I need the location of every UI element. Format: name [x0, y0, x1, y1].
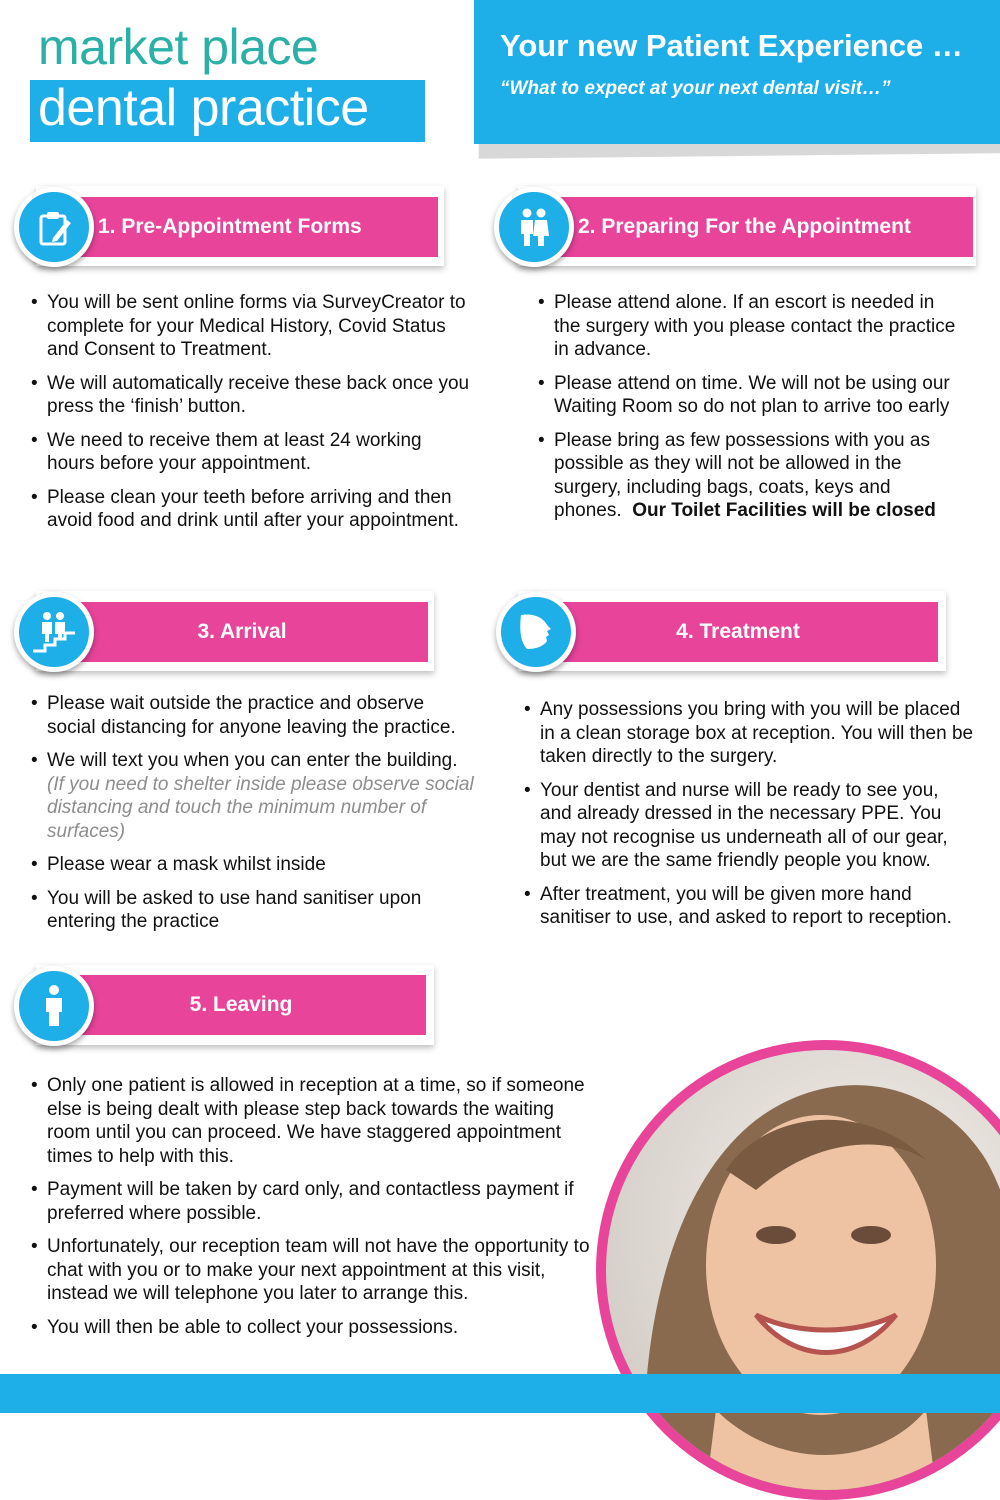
list-item-text: Please bring as few possessions with you as possible as they will not be allowed in the surgery, including bags, coats, keys and phones.	[554, 429, 930, 521]
face-profile-icon	[496, 592, 576, 672]
logo-line-1: market place	[38, 19, 319, 75]
section-2-header	[518, 197, 973, 257]
section-3-list	[31, 692, 476, 944]
section-1-title: 1. Pre-Appointment Forms	[98, 215, 362, 238]
shelter-note: (If you need to shelter inside please observe social distancing and touch the minimum number of surfaces)	[47, 773, 474, 842]
section-2-list	[538, 291, 963, 533]
section-2-title: 2. Preparing For the Appointment	[578, 215, 911, 238]
section-5-title: 5. Leaving	[189, 993, 293, 1016]
section-3-header	[36, 602, 428, 662]
section-1-header	[36, 197, 438, 257]
list-item	[538, 429, 963, 523]
list-item: • Please attend on time. We will not be using our Waiting Room so do not plan to arrive too early	[538, 372, 963, 419]
list-item: • After treatment, you will be given more hand sanitiser to use, and asked to report to reception.	[524, 883, 974, 930]
people-stairs-icon	[14, 592, 94, 672]
list-item: • Please clean your teeth before arriving and then avoid food and drink until after your appointment.	[31, 486, 471, 533]
list-item: • Please attend alone. If an escort is needed in the surgery with you please contact the practice in advance.	[538, 291, 963, 362]
list-item: • Your dentist and nurse will be ready to see you, and already dressed in the necessary PPE. You may not recognise us underneath all of our gear, but we are the same friendly people you know.	[524, 779, 974, 873]
toilet-notice: Our Toilet Facilities will be closed	[632, 500, 936, 521]
list-item: • Payment will be taken by card only, and contactless payment if preferred where possible.	[31, 1178, 596, 1225]
person-icon	[14, 966, 94, 1046]
list-item: • Unfortunately, our reception team will not have the opportunity to chat with you or to make your next appointment at this visit, instead we will telephone you later to arrange this.	[31, 1235, 596, 1306]
list-item: • Any possessions you bring with you will be placed in a clean storage box at reception. You will then be taken directly to the surgery.	[524, 698, 974, 769]
list-item-text: We will text you when you can enter the building.	[47, 750, 458, 771]
section-4-list	[524, 698, 974, 940]
page-title: Your new Patient Experience …	[500, 28, 963, 63]
people-icon	[494, 187, 574, 267]
clipboard-pen-icon	[14, 187, 94, 267]
header-banner	[474, 0, 1000, 144]
list-item: • Only one patient is allowed in reception at a time, so if someone else is being dealt with please step back towards the waiting room until you can proceed. We have staggered appointment times to help with this.	[31, 1074, 596, 1168]
list-item: • Please wait outside the practice and observe social distancing for anyone leaving the practice.	[31, 692, 476, 739]
section-4-title: 4. Treatment	[676, 620, 800, 643]
list-item	[31, 749, 476, 843]
list-item: • You will then be able to collect your possessions.	[31, 1316, 596, 1340]
list-item: • We will automatically receive these back once you press the ‘finish’ button.	[31, 372, 471, 419]
list-item: • You will be asked to use hand sanitiser upon entering the practice	[31, 887, 476, 934]
section-4-header	[518, 602, 938, 662]
logo-line-2: dental practice	[38, 79, 369, 137]
list-item: • Please wear a mask whilst inside	[31, 853, 476, 877]
section-5-header	[36, 975, 426, 1035]
section-3-title: 3. Arrival	[197, 620, 287, 643]
list-item: • We need to receive them at least 24 working hours before your appointment.	[31, 429, 471, 476]
footer-bar	[0, 1374, 1000, 1413]
page-subtitle: “What to expect at your next dental visit…”	[500, 78, 891, 99]
section-1-list	[31, 291, 471, 543]
section-5-list	[31, 1074, 596, 1349]
list-item: • You will be sent online forms via SurveyCreator to complete for your Medical History, Covid Status and Consent to Treatment.	[31, 291, 471, 362]
